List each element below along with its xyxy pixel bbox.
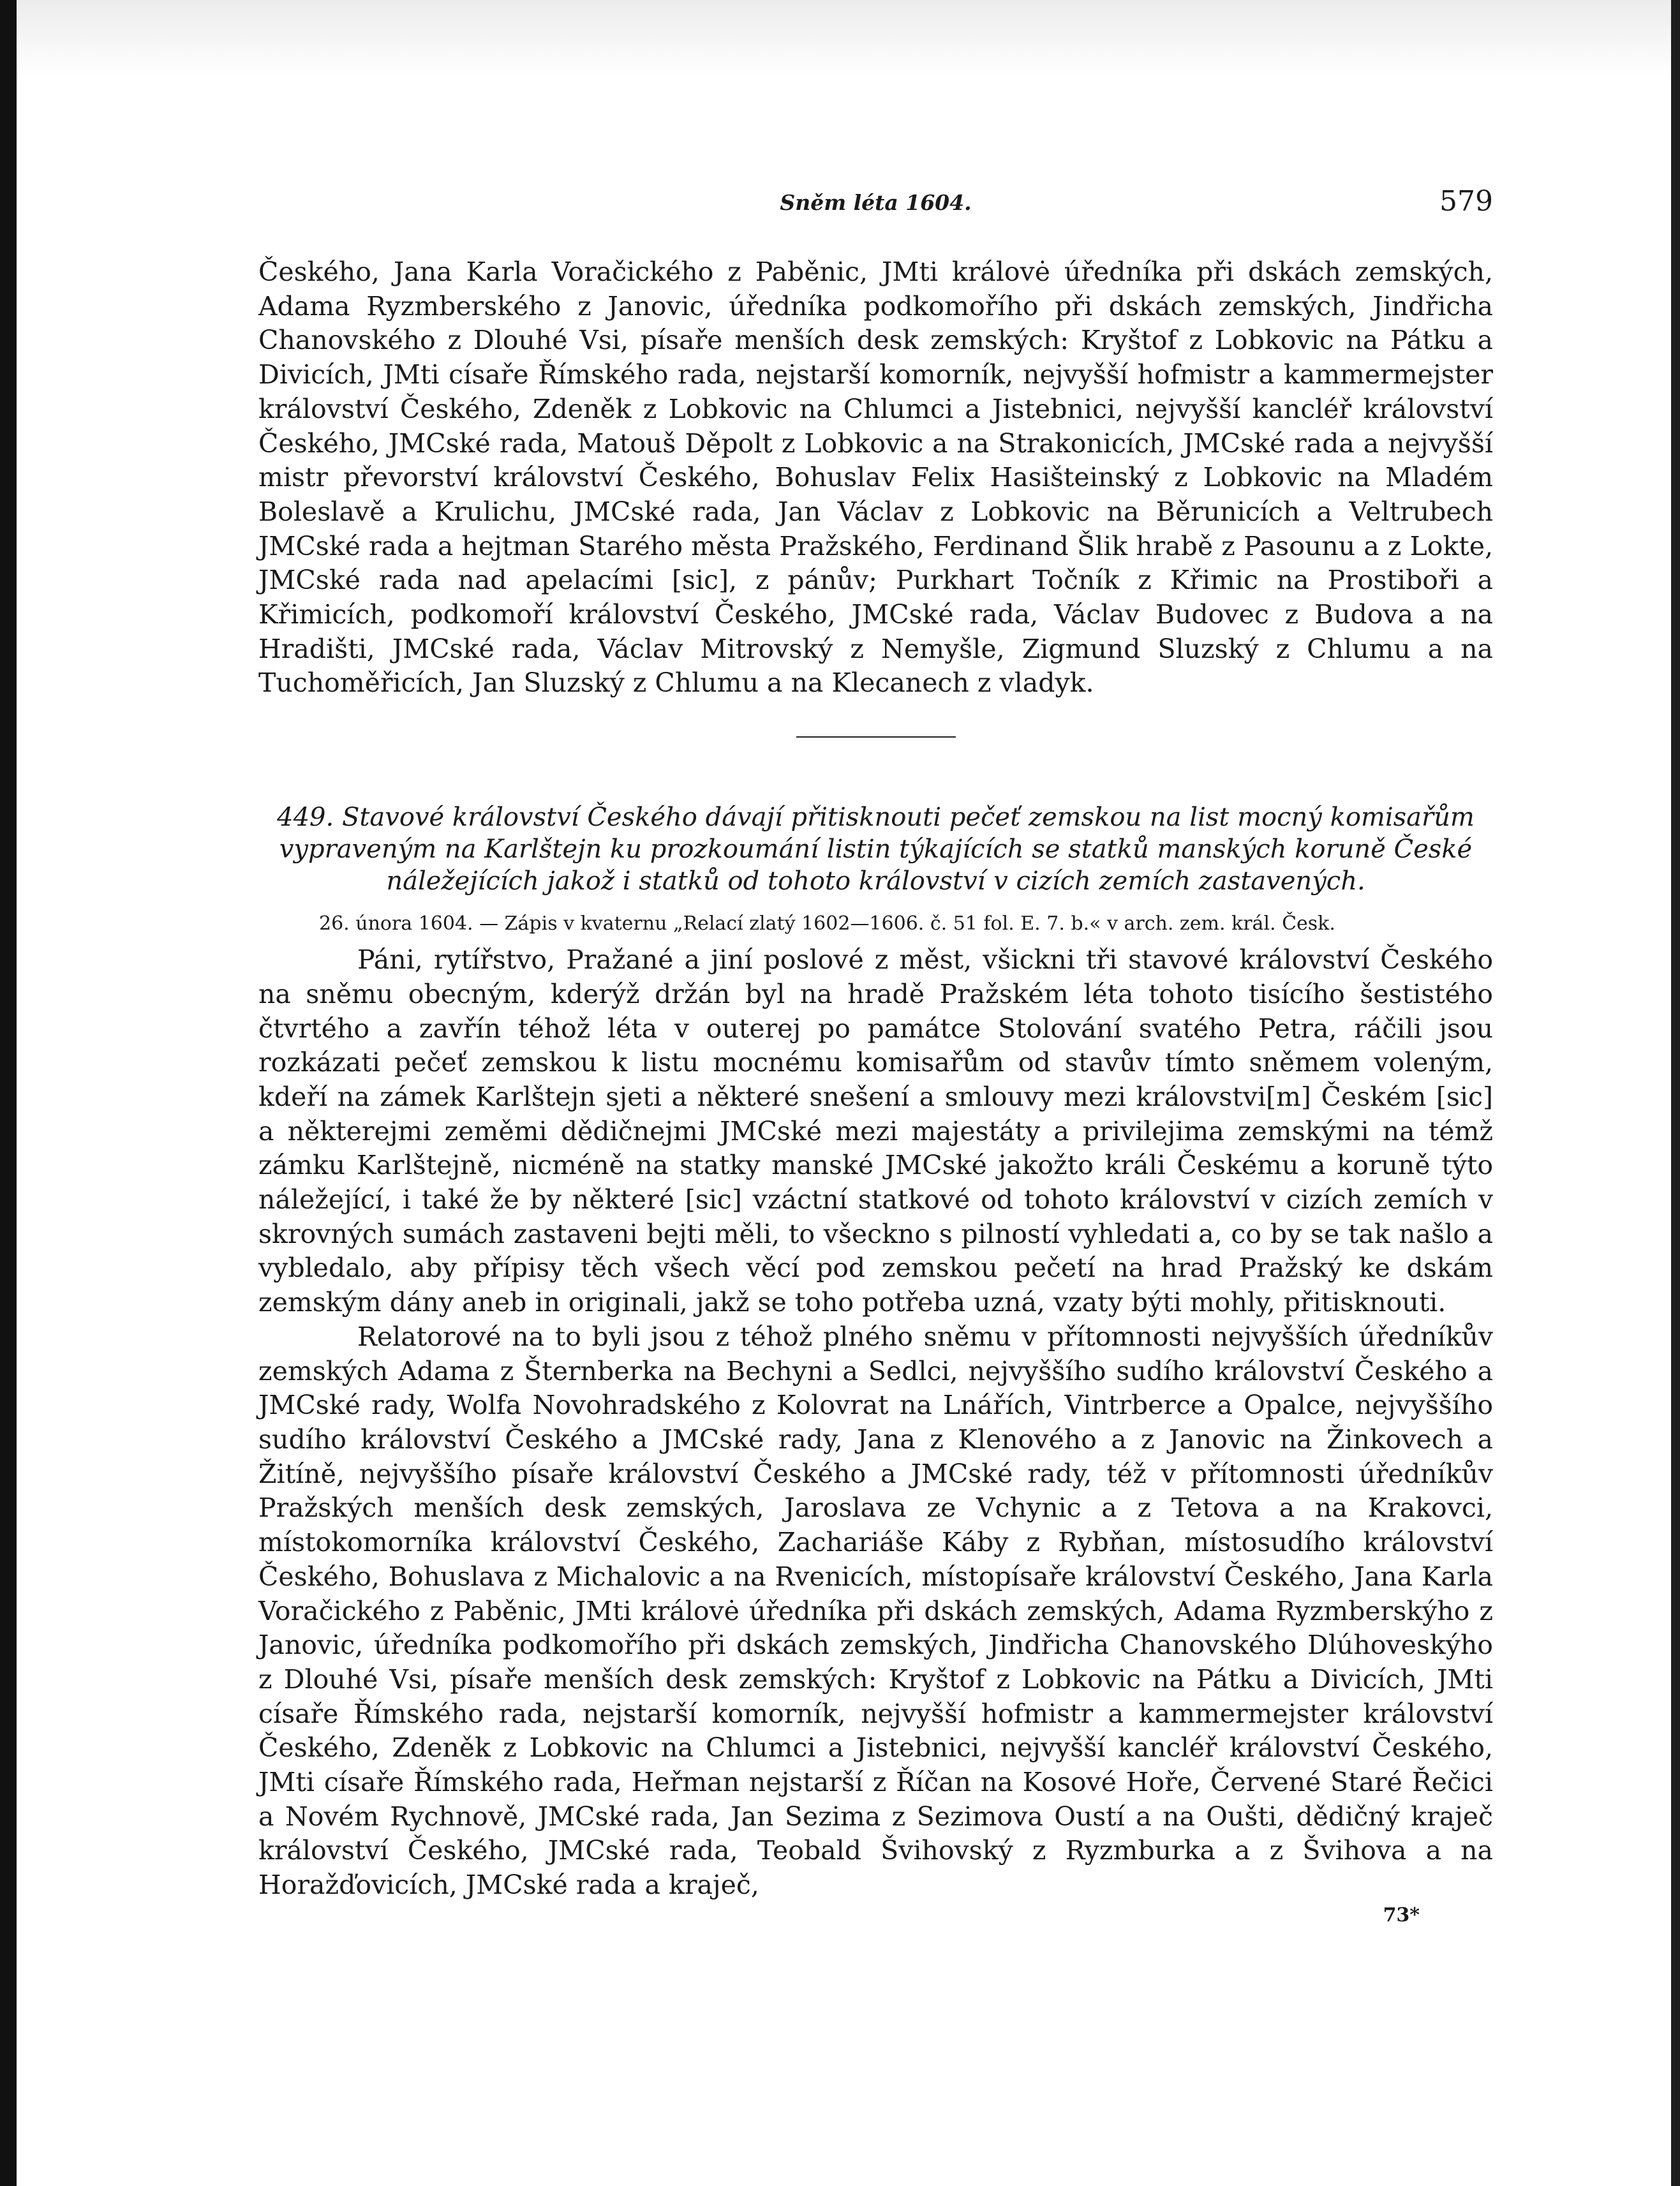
scan-edge-left — [0, 0, 17, 2186]
document-number: 449. — [277, 803, 334, 833]
intro-paragraph: Českého, Jana Karla Voračického z Paběnic, JMti královė úředníka při dskách zemských, Adama Ryzmberského z Janovic, úředníka podkomořího při dskách zemských, Jindřicha Chanovského z Dlouhé Vsi, písaře menších desk zemských: Kryštof z Lobkovic na Pátku a Divicích, JMti císaře Římského rada, nejstarší komorník, nejvyšší hofmistr a kammermejster království Českého, Zdeněk z Lobkovic na Chlumci a Jistebnici, nejvyšší kancléř království Českého, JMCské rada, Matouš Děpolt z Lobkovic a na Strakonicích, JMCské rada a nejvyšší mistr převorství království Českého, Bohuslav Felix Hasišteinský z Lobkovic na Mladém Boleslavě a Krulichu, JMCské rada, Jan Václav z Lobkovic na Běrunicích a Veltrubech JMCské rada a hejtman Starého města Pražského, Ferdinand Šlik hrabě z Pasounu a z Lokte, JMCské rada nad apelacími [sic], z pánův; Purkhart Točník z Křimic na Prostiboři a Křimicích, podkomoří království Českého, JMCské rada, Václav Budovec z Budova a na Hradišti, JMCské rada, Václav Mitrovský z Nemyšle, Zigmund Sluzský z Chlumu a na Tuchoměřicích, Jan Sluzský z Chlumu a na Klecanech z vladyk. — [258, 257, 1493, 699]
running-head: Sněm léta 1604. — [780, 190, 972, 215]
signature-mark: 73* — [1383, 1903, 1420, 1926]
document-paragraph: Páni, rytířstvo, Pražané a jiní poslové z měst, všickni tři stavové království Českého na sněmu obecným, kderýž držán byl na hradě Pražském léta tohoto tisícího šestistého čtvrtého a zavřín téhož léta v outerej po památce Stolování svatého Petra, ráčili jsou rozkázati pečeť zemskou k listu mocnému komisařům od stavův tímto sněmem voleným, kdeří na zámek Karlštejn sjeti a některé snešení a smlouvy mezi královstvi[m] Českém [sic] a některejmi zeměmi dědičnejmi JMCské mezi majestáty a privilejima zemskými na témž zámku Karlštejně, nicméně na statky manské JMCské jakožto králi Českému a koruně týto náležející, i také že by některé [sic] vzáctní statkové od tohoto království v cizích zemích v skrovných sumách zastaveni bejti měli, to všeckno s pilností vyhledati a, co by se tak našlo a vybledalo, aby přípisy těch všech věcí pod zemskou pečetí na hrad Pražský ke dskám zemským dány aneb in originali, jakž se toho potřeba uzná, vzaty býti mohly, přitisknouti. — [258, 944, 1493, 1318]
scan-top-shade — [17, 0, 1671, 77]
source-note: 26. února 1604. — Zápis v kvaternu „Relací zlatý 1602—1606. č. 51 fol. E. 7. b.« v arch. zem. král. Česk. — [319, 912, 1335, 935]
page — [258, 185, 1493, 1928]
document-heading — [258, 801, 1493, 897]
page-number: 579 — [1439, 185, 1493, 218]
page-header — [258, 185, 1493, 223]
scan-edge-right — [1671, 0, 1680, 2186]
section-divider — [796, 736, 956, 738]
document-title: Stavové království Českého dávají přitisknouti pečeť zemskou na list mocný komisařům vypraveným na Karlštejn ku prozkoumání listin týkajících se statků manských koruně České náležejících jakož i statků od tohoto království v cizích zemích zastavených. — [279, 803, 1475, 896]
document-paragraph: Relatorové na to byli jsou z téhož plného sněmu v přítomnosti nejvyšších úředníkův zemských Adama z Šternberka na Bechyni a Sedlci, nejvyššího sudího království Českého a JMCské rady, Wolfa Novohradského z Kolovrat na Lnářích, Vintrberce a Opalce, nejvyššího sudího království Českého a JMCské rady, Jana z Klenového a z Janovic na Žinkovech a Žitíně, nejvyššího písaře království Českého a JMCské rady, též v přítomnosti úředníkův Pražských menších desk zemských, Jaroslava ze Vchynic a z Tetova a na Krakovci, místokomorníka království Českého, Zachariáše Káby z Rybňan, místosudího království Českého, Bohuslava z Michalovic a na Rvenicích, místopísaře království Českého, Jana Karla Voračického z Paběnic, JMti královė úředníka při dskách zemských, Adama Ryzmberskýho z Janovic, úředníka podkomořího při dskách zemských, Jindřicha Chanovského Dlúhoveskýho z Dlouhé Vsi, písaře menších desk zemských: Kryštof z Lobkovic na Pátku a Divicích, JMti císaře Římského rada, nejstarší komorník, nejvyšší hofmistr a kammermejster království Českého, Zdeněk z Lobkovic na Chlumci a Jistebnici, nejvyšší kancléř království Českého, JMti císaře Římského rada, Heřman nejstarší z Říčan na Kosové Hoře, Červené Staré Řečici a Novém Rychnově, JMCské rada, Jan Sezima z Sezimova Oustí a na Oušti, dědičný kraječ království Českého, JMCské rada, Teobald Švihovský z Ryzmburka a z Švihova a na Horažďovicích, JMCské rada a kraječ, — [258, 1321, 1493, 1901]
